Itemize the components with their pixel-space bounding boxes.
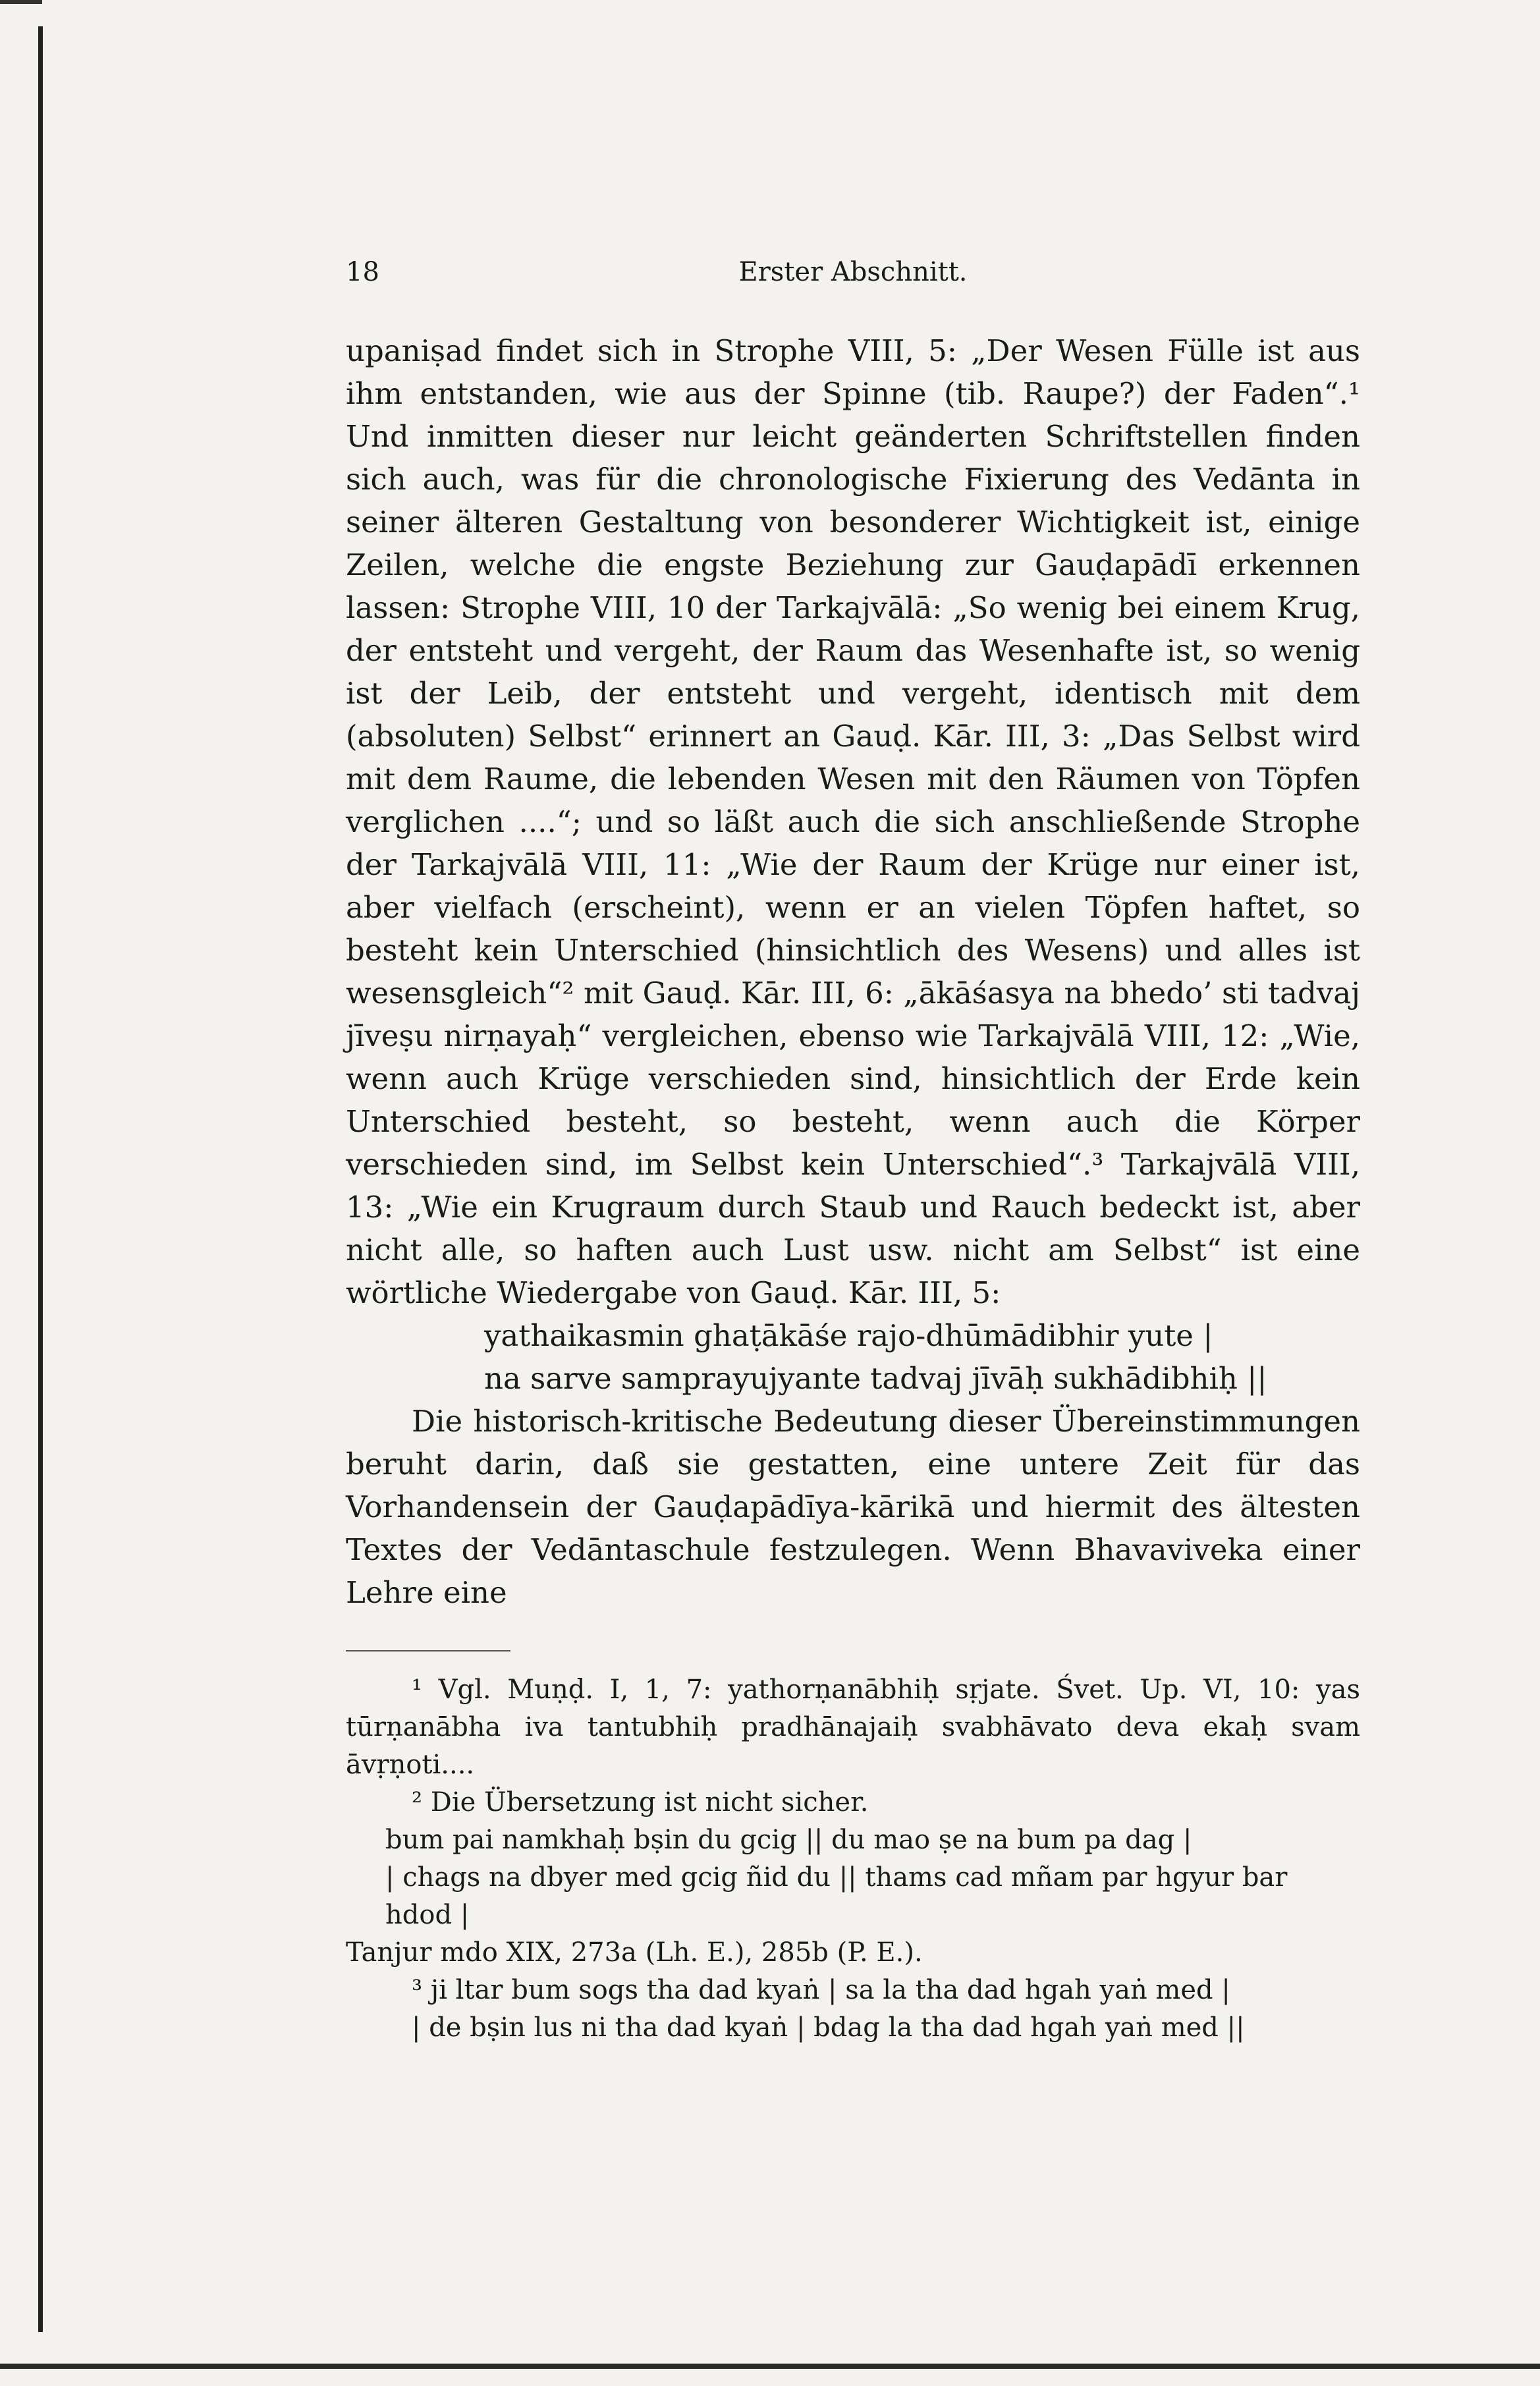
footnotes: [346, 1671, 1360, 2047]
verse-line-1: yathaikasmin ghaṭākāśe rajo-dhūmādibhir yute |: [484, 1318, 1213, 1353]
book-page: [346, 257, 1360, 2047]
footnote-rule: [346, 1650, 510, 1651]
scan-edge-top: [0, 0, 42, 4]
footnote-2-source: Tanjur mdo XIX, 273a (Lh. E.), 285b (P. E.).: [346, 1937, 923, 1968]
footnote-1: ¹ Vgl. Muṇḍ. I, 1, 7: yathorṇanābhiḥ sṛjate. Śvet. Up. VI, 10: yas tūrṇanābha iva tantubhiḥ pradhānajaiḥ svabhāvato deva ekaḥ svam āvṛṇoti....: [346, 1675, 1360, 1780]
footnote-2-tibetan-line-1: bum pai namkhaḥ bṣin du gcig || du mao ṣe na bum pa dag |: [385, 1825, 1192, 1855]
running-head: Erster Abschnitt.: [738, 257, 968, 287]
footnote-3-line-1: ³ ji ltar bum sogs tha dad kyaṅ | sa la tha dad hgah yaṅ med |: [412, 1975, 1230, 2005]
body-text: [346, 329, 1360, 1614]
verse-line-2: na sarve samprayujyante tadvaj jīvāḥ sukhādibhiḥ ||: [484, 1361, 1267, 1396]
scan-edge-left: [38, 26, 43, 2332]
page-number: 18: [346, 257, 379, 287]
paragraph-1: upaniṣad findet sich in Strophe VIII, 5: „Der Wesen Fülle ist aus ihm entstanden, wie aus der Spinne (tib. Raupe?) der Faden“.¹ Und inmitten dieser nur leicht geänderten Schriftstellen finden sich auch, was für die chronologische Fixierung des Vedānta in seiner älteren Gestaltung von besonderer Wichtigkeit ist, einige Zeilen, welche die engste Beziehung zur Gauḍapādī erkennen lassen: Strophe VIII, 10 der Tarkajvālā: „So wenig bei einem Krug, der entsteht und vergeht, der Raum das Wesenhafte ist, so wenig ist der Leib, der entsteht und vergeht, identisch mit dem (absoluten) Selbst“ erinnert an Gauḍ. Kār. III, 3: „Das Selbst wird mit dem Raume, die lebenden Wesen mit den Räumen von Töpfen verglichen ....“; und so läßt auch die sich anschließende Strophe der Tarkajvālā VIII, 11: „Wie der Raum der Krüge nur einer ist, aber vielfach (erscheint), wenn er an vielen Töpfen haftet, so besteht kein Unterschied (hinsichtlich des Wesens) und alles ist wesensgleich“² mit Gauḍ. Kār. III, 6: „ākāśasya na bhedo’ sti tadvaj jīveṣu nirṇayaḥ“ vergleichen, ebenso wie Tarkajvālā VIII, 12: „Wie, wenn auch Krüge verschieden sind, hinsichtlich der Erde kein Unterschied besteht, so besteht, wenn auch die Körper verschieden sind, im Selbst kein Unterschied“.³ Tarkajvālā VIII, 13: „Wie ein Krugraum durch Staub und Rauch bedeckt ist, aber nicht alle, so haften auch Lust usw. nicht am Selbst“ ist eine wörtliche Wiedergabe von Gauḍ. Kār. III, 5:: [346, 333, 1360, 1310]
page-header: [346, 257, 1360, 310]
footnote-2-tibetan-line-2: | chags na dbyer med gcig ñid du || thams cad mñam par hgyur bar hdod |: [385, 1862, 1288, 1930]
verse-block: [346, 1314, 1360, 1400]
footnote-2: ² Die Übersetzung ist nicht sicher.: [412, 1787, 869, 1817]
scan-edge-bottom: [0, 2364, 1540, 2369]
footnote-3-line-2: | de bṣin lus ni tha dad kyaṅ | bdag la tha dad hgah yaṅ med ||: [412, 2012, 1245, 2043]
paragraph-2: Die historisch-kritische Bedeutung dieser Übereinstimmungen beruht darin, daß sie gestatten, eine untere Zeit für das Vorhandensein der Gauḍapādīya-kārikā und hiermit des ältesten Textes der Vedāntaschule festzulegen. Wenn Bhavaviveka einer Lehre eine: [346, 1404, 1360, 1610]
